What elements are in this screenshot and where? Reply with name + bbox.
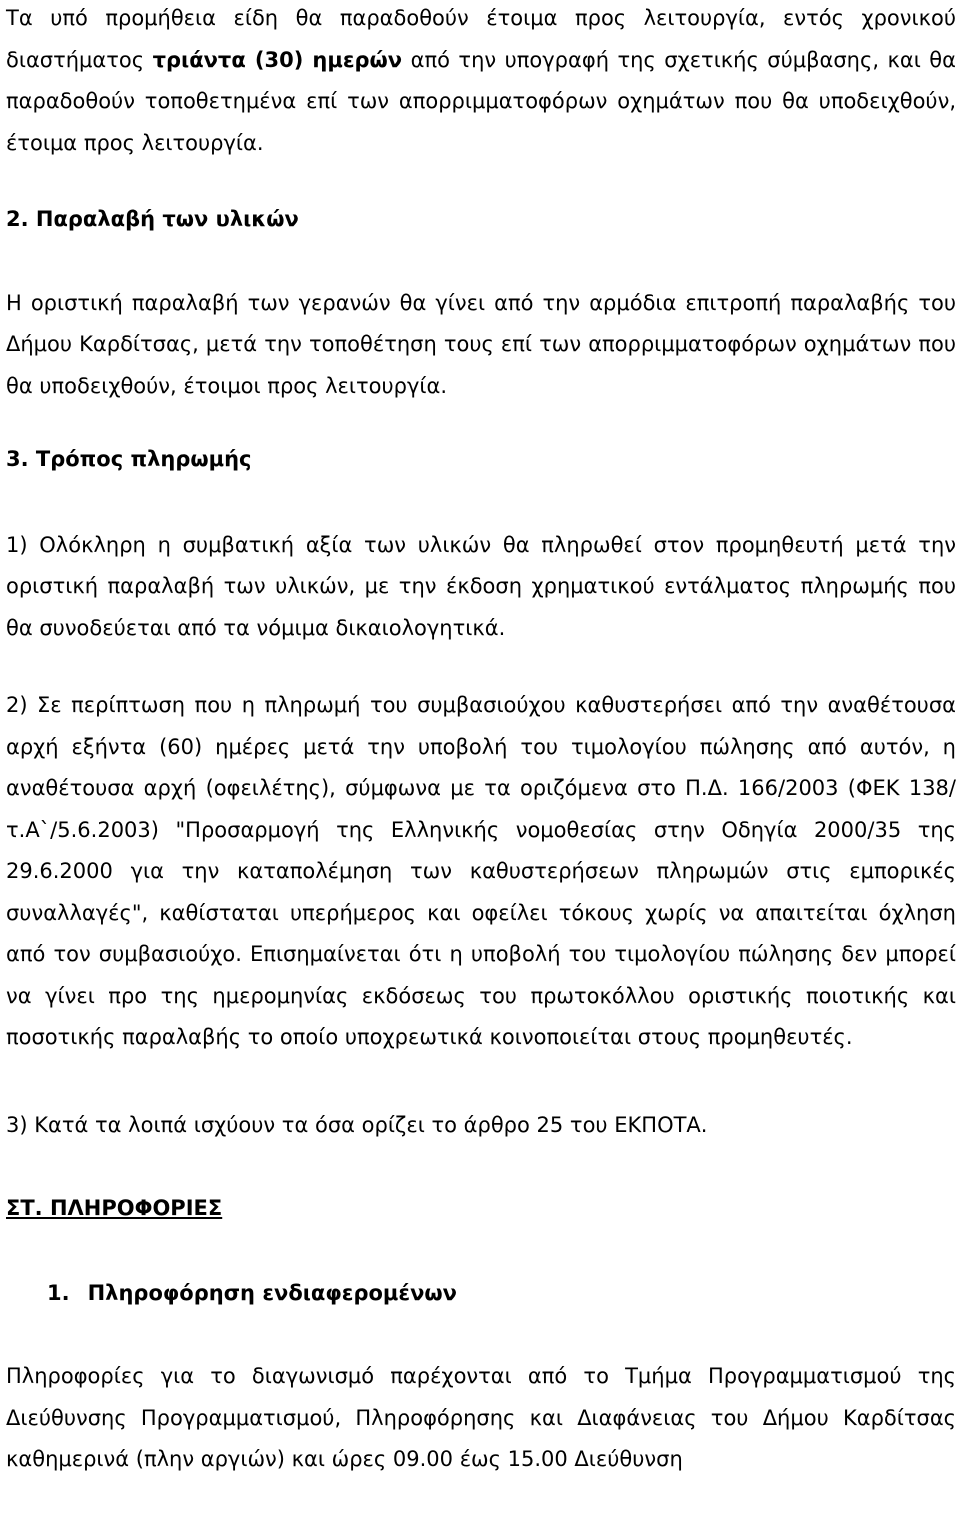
document-page [6,0,956,1481]
information-subheading [6,1273,956,1315]
intro-text-end: από την υπογραφή της σχετικής σύμβασης, και θα παραδοθούν τοποθετημένα επί των απορριμματοφόρων οχημάτων που θα υποδειχθούν, έτοιμα προς λειτουργία. [6,47,956,155]
information-subheading-number: 1. [47,1280,70,1305]
intro-paragraph [6,0,956,164]
information-subheading-title: Πληροφόρηση ενδιαφερομένων [87,1280,457,1305]
intro-text-start: Τα υπό προμήθεια είδη θα παραδοθούν έτοιμα προς λειτουργία, εντός χρονικού διαστήματος [6,6,956,72]
intro-bold-duration: τριάντα (30) ημερών [152,47,403,72]
section-2-heading: 2. Παραλαβή των υλικών [6,207,299,231]
section-3-heading: 3. Τρόπος πληρωμής [6,447,252,471]
section-st-heading: ΣΤ. ΠΛΗΡΟΦΟΡΙΕΣ [6,1196,223,1220]
payment-item-2: 2) Σε περίπτωση που η πληρωμή του συμβασιούχου καθυστερήσει από την αναθέτουσα αρχή εξήντα (60) ημέρες μετά την υποβολή του τιμολογίου πώλησης από αυτόν, η αναθέτουσα αρχή (οφειλέτης), σύμφωνα με τα οριζόμενα στο Π.Δ. 166/2003 (ΦΕΚ 138/τ.Α`/5.6.2003) "Προσαρμογή της Ελληνικής νομοθεσίας στην Οδηγία 2000/35 της 29.6.2000 για την καταπολέμηση των καθυστερήσεων πληρωμών στις εμπορικές συναλλαγές", καθίσταται υπερήμερος και οφείλει τόκους χωρίς να απαιτείται όχληση από τον συμβασιούχο. Επισημαίνεται ότι η υποβολή του τιμολογίου πώλησης δεν μπορεί να γίνει προ της ημερομηνίας εκδόσεως του πρωτοκόλλου οριστικής ποιοτικής και ποσοτικής παραλαβής το οποίο υποχρεωτικά κοινοποιείται στους προμηθευτές. [6,693,956,1049]
information-body: Πληροφορίες για το διαγωνισμό παρέχονται από το Τμήμα Προγραμματισμού της Διεύθυνσης Προγραμματισμού, Πληροφόρησης και Διαφάνειας του Δήμου Καρδίτσας καθημερινά (πλην αργιών) και ώρες 09.00 έως 15.00 Διεύθυνση [6,1364,956,1471]
payment-item-3: 3) Κατά τα λοιπά ισχύουν τα όσα ορίζει το άρθρο 25 του ΕΚΠΟΤΑ. [6,1112,708,1137]
payment-item-1: 1) Ολόκληρη η συμβατική αξία των υλικών θα πληρωθεί στον προμηθευτή μετά την οριστική παραλαβή των υλικών, με την έκδοση χρηματικού εντάλματος πληρωμής που θα συνοδεύεται από τα νόμιμα δικαιολογητικά. [6,532,956,640]
section-2-body: Η οριστική παραλαβή των γερανών θα γίνει από την αρμόδια επιτροπή παραλαβής του Δήμου Καρδίτσας, μετά την τοποθέτηση τους επί των απορριμματοφόρων οχημάτων που θα υποδειχθούν, έτοιμοι προς λειτουργία. [6,290,956,398]
